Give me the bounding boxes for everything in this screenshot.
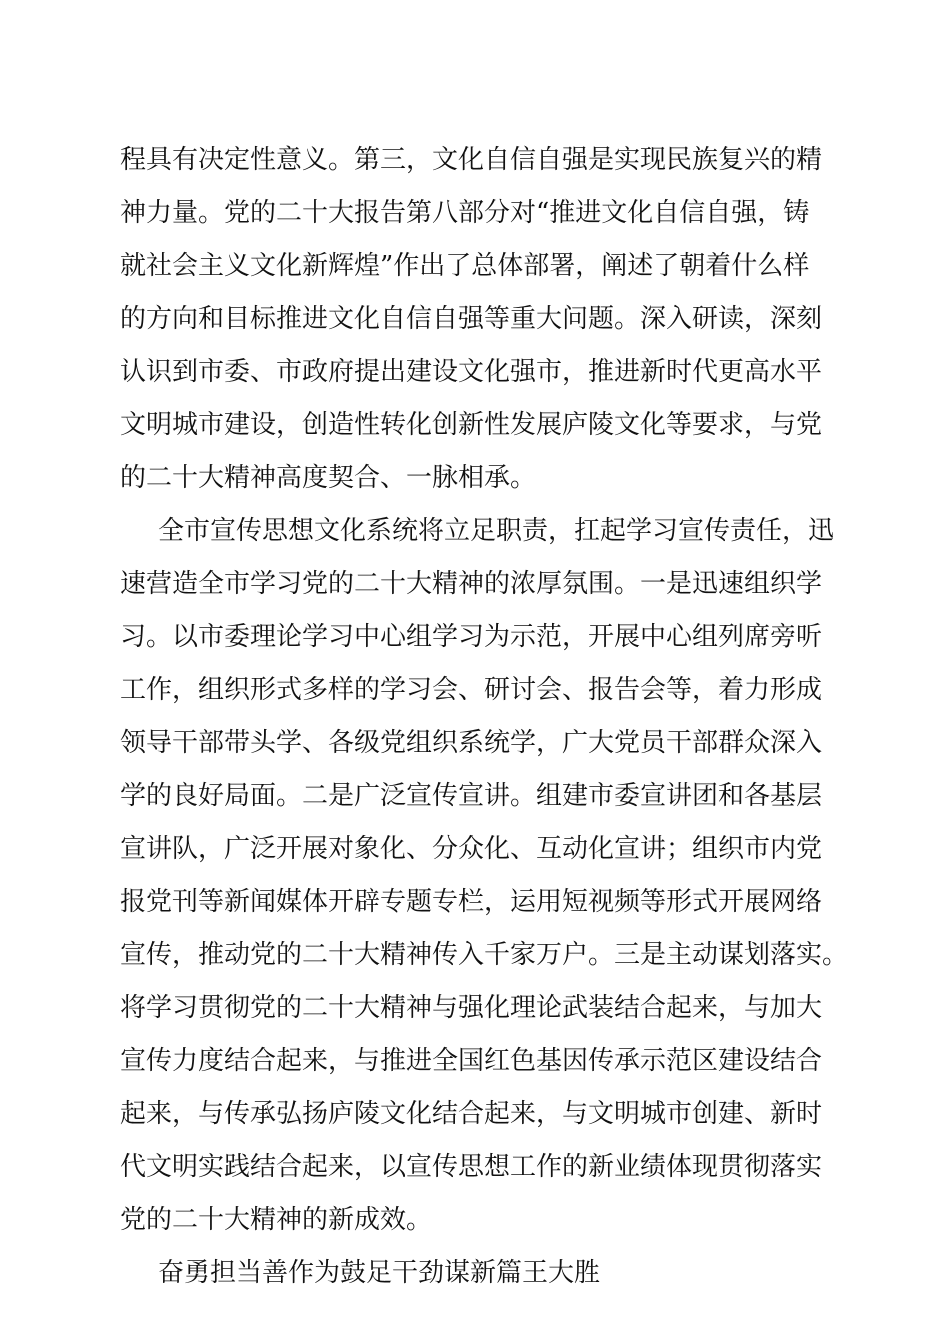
text-line: 文明城市建设，创造性转化创新性发展庐陵文化等要求，与党 — [120, 410, 823, 440]
text-line: 代文明实践结合起来，以宣传思想工作的新业绩体现贯彻落实 — [120, 1152, 823, 1182]
text-line: 宣讲队，广泛开展对象化、分众化、互动化宣讲；组织市内党 — [120, 834, 823, 864]
text-line: 速营造全市学习党的二十大精神的浓厚氛围。一是迅速组织学 — [120, 569, 823, 599]
text-line: 的方向和目标推进文化自信自强等重大问题。深入研读，深刻 — [120, 304, 823, 334]
section-heading: 奋勇担当善作为鼓足干劲谋新篇王大胜 — [158, 1258, 601, 1288]
text-line: 宣传力度结合起来，与推进全国红色基因传承示范区建设结合 — [120, 1046, 823, 1076]
text-line: 学的良好局面。二是广泛宣传宣讲。组建市委宣讲团和各基层 — [120, 781, 823, 811]
text-line: 的二十大精神高度契合、一脉相承。 — [120, 463, 537, 493]
text-line: 神力量。党的二十大报告第八部分对“推进文化自信自强，铸 — [120, 198, 810, 228]
text-line: 宣传，推动党的二十大精神传入千家万户。三是主动谋划落实。 — [120, 940, 849, 970]
text-line: 认识到市委、市政府提出建设文化强市，推进新时代更高水平 — [120, 357, 823, 387]
paragraph-first-line: 全市宣传思想文化系统将立足职责，扛起学习宣传责任，迅 — [158, 516, 835, 546]
text-line: 党的二十大精神的新成效。 — [120, 1205, 433, 1235]
text-line: 程具有决定性意义。第三，文化自信自强是实现民族复兴的精 — [120, 145, 823, 175]
text-line: 领导干部带头学、各级党组织系统学，广大党员干部群众深入 — [120, 728, 823, 758]
text-line: 工作，组织形式多样的学习会、研讨会、报告会等，着力形成 — [120, 675, 823, 705]
text-line: 将学习贯彻党的二十大精神与强化理论武装结合起来，与加大 — [120, 993, 823, 1023]
text-line: 习。以市委理论学习中心组学习为示范，开展中心组列席旁听 — [120, 622, 823, 652]
text-line: 就社会主义文化新辉煌”作出了总体部署，阐述了朝着什么样 — [120, 251, 810, 281]
text-line: 起来，与传承弘扬庐陵文化结合起来，与文明城市创建、新时 — [120, 1099, 823, 1129]
text-line: 报党刊等新闻媒体开辟专题专栏，运用短视频等形式开展网络 — [120, 887, 823, 917]
